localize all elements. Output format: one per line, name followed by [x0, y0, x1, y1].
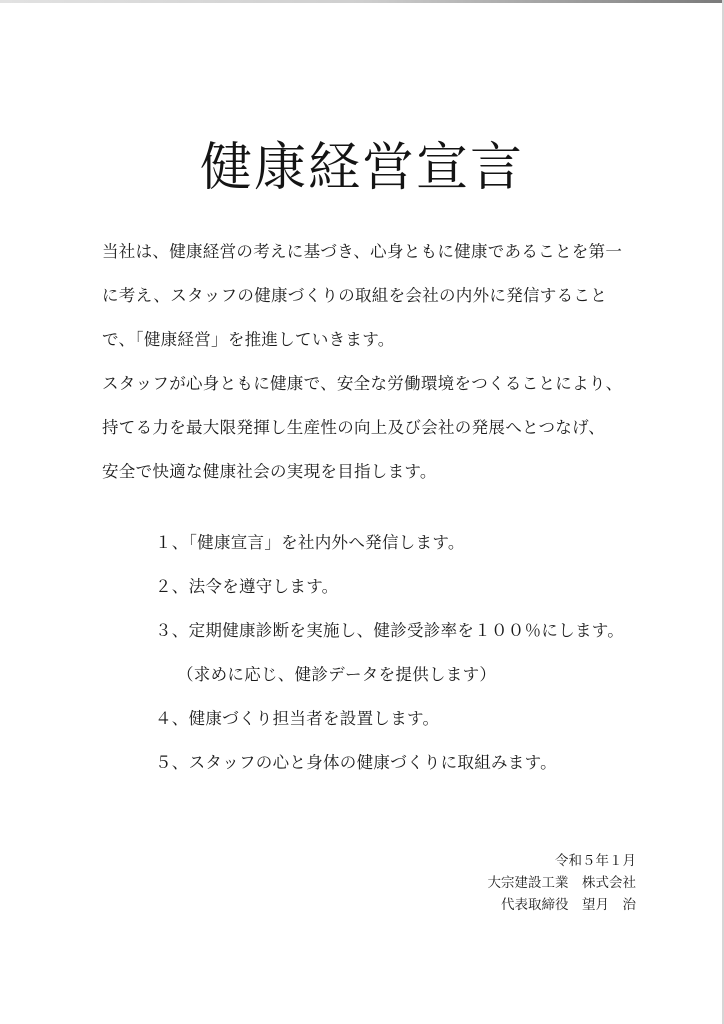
declaration-items: [155, 533, 655, 797]
intro-line: 当社は、健康経営の考えに基づき、心身ともに健康であることを第一: [102, 242, 623, 261]
signature-block: [488, 850, 637, 916]
intro-line: 安全で快適な健康社会の実現を目指します。: [102, 462, 437, 481]
scan-edge-top: [0, 0, 724, 3]
intro-line: で、「健康経営」を推進していきます。: [102, 330, 395, 349]
intro-line: 持てる力を最大限発揮し生産性の向上及び会社の発展へとつなげ、: [102, 418, 606, 437]
declaration-item-4: ４、健康づくり担当者を設置します。: [155, 709, 440, 728]
intro-paragraph: [102, 242, 662, 506]
signature-representative: 代表取締役 望月 治: [501, 897, 636, 913]
intro-line: に考え、スタッフの健康づくりの取組を会社の内外に発信すること: [102, 286, 607, 305]
document-title: 健康経営宣言: [199, 138, 524, 198]
signature-date: 令和５年１月: [555, 853, 636, 869]
signature-company: 大宗建設工業 株式会社: [487, 875, 636, 891]
declaration-item-2: ２、法令を遵守します。: [155, 577, 339, 596]
declaration-item-3: ３、定期健康診断を実施し、健診受診率を１００％にします。: [155, 621, 625, 640]
intro-line: スタッフが心身ともに健康で、安全な労働環境をつくることにより、: [102, 374, 623, 393]
declaration-item-1: １、「健康宣言」を社内外へ発信します。: [155, 533, 465, 552]
declaration-item-5: ５、スタッフの心と身体の健康づくりに取組みます。: [155, 753, 557, 772]
declaration-item-3-note: （求めに応じ、健診データを提供します）: [177, 665, 497, 684]
